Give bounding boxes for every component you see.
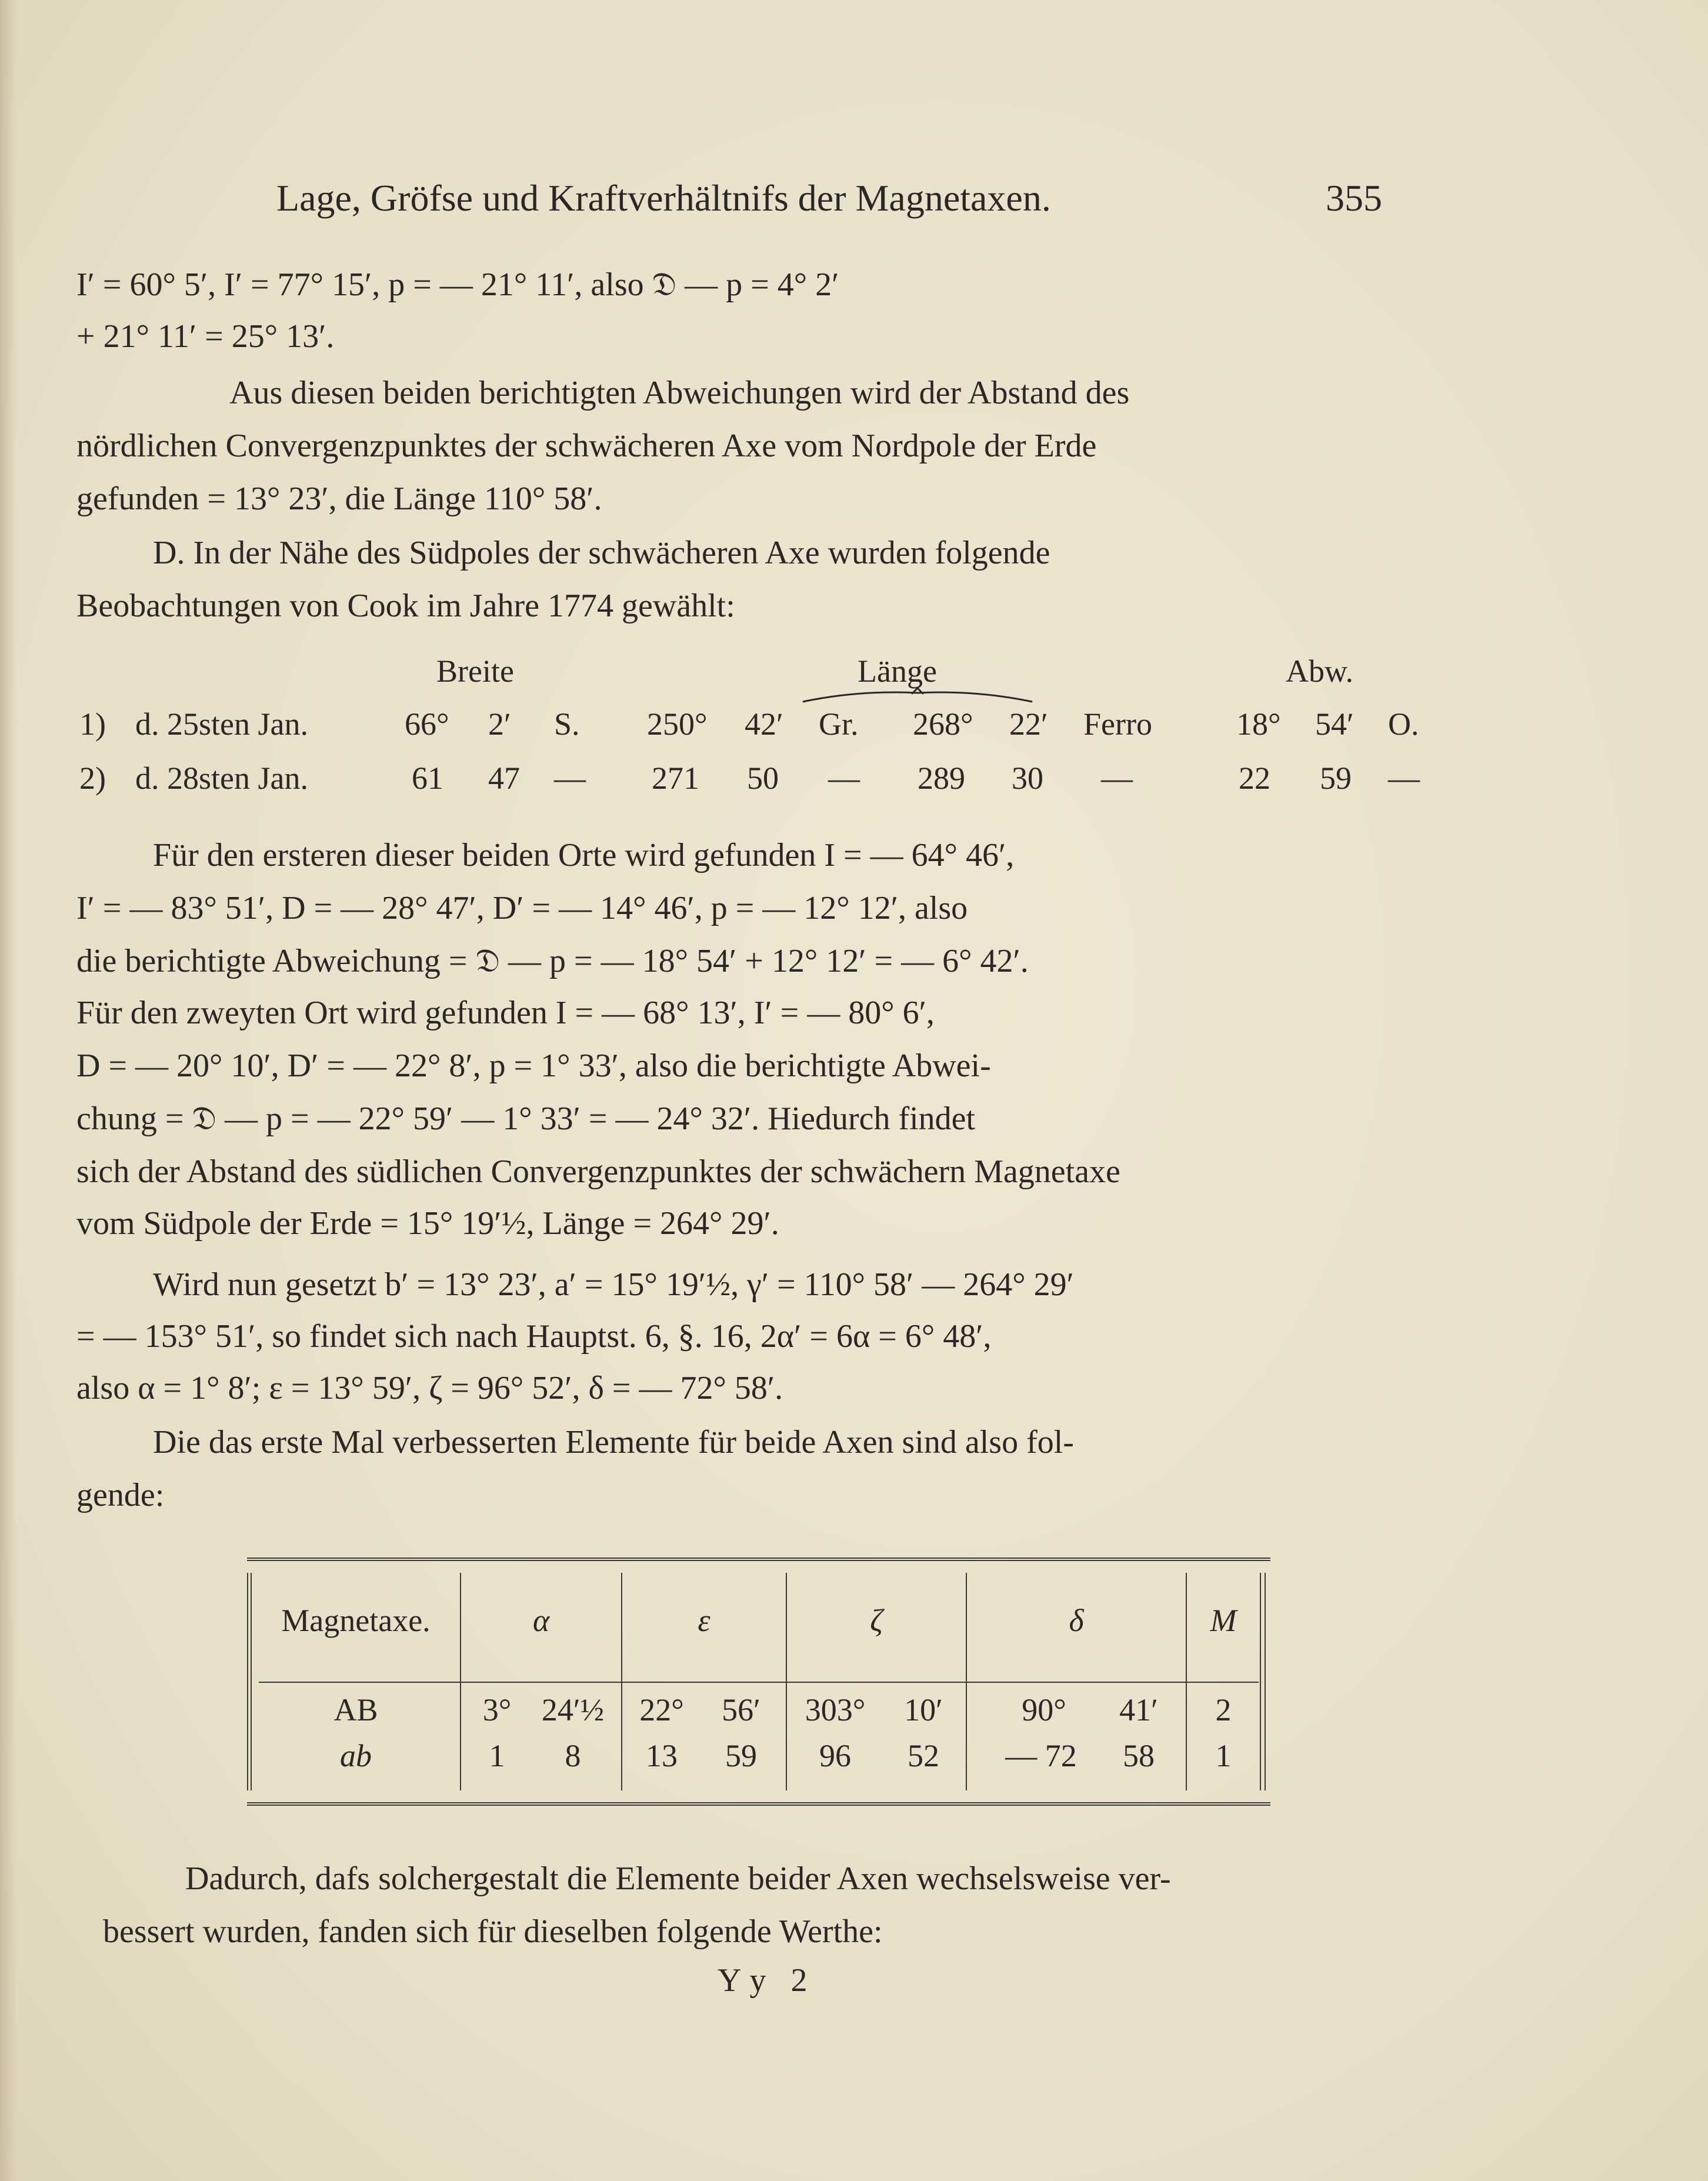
delta-deg: 90° <box>1022 1692 1066 1728</box>
zeta-min: 10′ <box>904 1692 943 1728</box>
text-line: die berichtigte Abweichung = 𝔇 — p = — 18° 54′ + 12° 12′ = — 6° 42′. <box>76 943 1029 979</box>
text-line: bessert wurden, fanden sich für dieselben folgende Werthe: <box>103 1913 883 1950</box>
header-epsilon: ε <box>698 1603 710 1638</box>
paragraph-5 <box>76 1259 1435 1418</box>
text-line: = — 153° 51′, so findet sich nach Hauptst. 6, §. 16, 2α′ = 6α = 6° 48′, <box>76 1318 992 1355</box>
zeta-deg: 303° <box>805 1692 866 1728</box>
header-magnetaxe: Magnetaxe. <box>281 1603 431 1638</box>
zeta-min: 52 <box>908 1738 939 1773</box>
row-number: 2) <box>79 761 106 796</box>
gr-label: — <box>828 761 860 796</box>
ferro-label: — <box>1101 761 1133 796</box>
zeta-deg: 96 <box>819 1738 851 1773</box>
text-line: chung = 𝔇 — p = — 22° 59′ — 1° 33′ = — 24° 32′. Hiedurch findet <box>76 1100 976 1137</box>
gr-label: Gr. <box>819 706 859 742</box>
m-value: 1 <box>1215 1738 1232 1773</box>
observation-row <box>0 760 1708 813</box>
laenge-gr-min: 50 <box>747 761 779 796</box>
paragraph-1 <box>76 259 1435 355</box>
breite-min: 2′ <box>488 706 511 742</box>
laenge-ferro-deg: 268° <box>913 706 973 742</box>
text-line: nördlichen Convergenzpunktes der schwächeren Axe vom Nordpole der Erde <box>76 428 1097 464</box>
table-border <box>247 1573 248 1790</box>
binding-shadow <box>0 0 16 2181</box>
text-line: Aus diesen beiden berichtigten Abweichungen wird der Abstand des <box>229 375 1130 411</box>
laenge-gr-min: 42′ <box>745 706 783 742</box>
paragraph-7 <box>76 1853 1435 1959</box>
ferro-label: Ferro <box>1083 706 1152 742</box>
breite-deg: 61 <box>412 761 443 796</box>
laenge-ferro-min: 30 <box>1012 761 1043 796</box>
row-number: 1) <box>79 706 106 742</box>
abw-deg: 22 <box>1239 761 1270 796</box>
paragraph-2 <box>76 367 1435 526</box>
abw-deg: 18° <box>1236 706 1281 742</box>
breite-dir: — <box>554 761 586 796</box>
table-border <box>251 1573 252 1790</box>
text-line: I′ = 60° 5′, I′ = 77° 15′, p = — 21° 11′, also 𝔇 — p = 4° 2′ <box>76 266 839 303</box>
table-border <box>1265 1573 1266 1790</box>
observation-row <box>0 706 1708 759</box>
breite-header: Breite <box>436 653 514 689</box>
breite-min: 47 <box>488 761 520 796</box>
text-line: Für den zweyten Ort wird gefunden I = — 68° 13′, I′ = — 80° 6′, <box>76 995 935 1031</box>
header-zeta: ζ <box>870 1603 883 1638</box>
axis-label: ab <box>340 1738 372 1773</box>
text-line: sich der Abstand des südlichen Convergenzpunktes der schwächern Magnetaxe <box>76 1153 1120 1190</box>
abw-header: Abw. <box>1286 653 1353 689</box>
text-line: + 21° 11′ = 25° 13′. <box>76 318 335 355</box>
delta-min: 41′ <box>1119 1692 1158 1728</box>
text-line: Dadurch, dafs solchergestalt die Elemente beider Axen wechselsweise ver- <box>185 1860 1171 1897</box>
table-border <box>1260 1573 1261 1790</box>
laenge-ferro-min: 22′ <box>1009 706 1048 742</box>
abw-min: 54′ <box>1315 706 1354 742</box>
abw-dir: O. <box>1388 706 1419 742</box>
paragraph-6 <box>76 1416 1435 1522</box>
laenge-gr-deg: 250° <box>647 706 708 742</box>
delta-min: 58 <box>1123 1738 1155 1773</box>
alpha-min: 24′½ <box>541 1692 605 1728</box>
row-date: d. 25sten Jan. <box>135 706 308 742</box>
abw-min: 59 <box>1320 761 1352 796</box>
text-line: also α = 1° 8′; ε = 13° 59′, ζ = 96° 52′, δ = — 72° 58′. <box>76 1370 783 1406</box>
laenge-ferro-deg: 289 <box>918 761 965 796</box>
eps-min: 59 <box>725 1738 757 1773</box>
axis-label: AB <box>333 1692 378 1728</box>
breite-deg: 66° <box>405 706 449 742</box>
text-line: Wird nun gesetzt b′ = 13° 23′, a′ = 15° 19′½, γ′ = 110° 58′ — 264° 29′ <box>153 1266 1074 1303</box>
m-value: 2 <box>1215 1692 1232 1728</box>
laenge-brace <box>800 687 1035 705</box>
laenge-gr-deg: 271 <box>652 761 699 796</box>
text-line: gefunden = 13° 23′, die Länge 110° 58′. <box>76 481 602 517</box>
signature-mark: Yy 2 <box>718 1962 816 1999</box>
text-line: Beobachtungen von Cook im Jahre 1774 gewählt: <box>76 588 735 624</box>
page-number: 355 <box>1326 177 1382 219</box>
eps-min: 56′ <box>722 1692 760 1728</box>
header-alpha: α <box>532 1603 550 1638</box>
laenge-header: Länge <box>858 653 937 689</box>
alpha-min: 8 <box>565 1738 581 1773</box>
text-line: gende: <box>76 1477 165 1513</box>
elements-table <box>247 1558 1270 1806</box>
abw-dir: — <box>1388 761 1420 796</box>
row-date: d. 28sten Jan. <box>135 761 308 796</box>
eps-deg: 13 <box>646 1738 678 1773</box>
text-line: vom Südpole der Erde = 15° 19′½, Länge = 264° 29′. <box>76 1205 779 1242</box>
text-line: I′ = — 83° 51′, D = — 28° 47′, D′ = — 14° 46′, p = — 12° 12′, also <box>76 890 968 926</box>
header-rule <box>259 1682 1259 1683</box>
text-line: D = — 20° 10′, D′ = — 22° 8′, p = 1° 33′, also die berichtigte Abwei- <box>76 1048 991 1084</box>
header-delta: δ <box>1069 1603 1084 1638</box>
paragraph-3 <box>76 527 1435 633</box>
header-title: Lage, Gröfse und Kraftverhältnifs der Magnetaxen. <box>276 177 1051 219</box>
breite-dir: S. <box>554 706 580 742</box>
eps-deg: 22° <box>639 1692 684 1728</box>
paragraph-4 <box>76 829 1435 1259</box>
alpha-deg: 1 <box>489 1738 505 1773</box>
delta-deg: — 72 <box>1005 1738 1077 1773</box>
alpha-deg: 3° <box>482 1692 512 1728</box>
header-m: M <box>1210 1603 1237 1638</box>
text-line: Die das erste Mal verbesserten Elemente für beide Axen sind also fol- <box>153 1424 1074 1460</box>
text-line: D. In der Nähe des Südpoles der schwächeren Axe wurden folgende <box>153 535 1050 571</box>
text-line: Für den ersteren dieser beiden Orte wird gefunden I = — 64° 46′, <box>153 837 1015 873</box>
